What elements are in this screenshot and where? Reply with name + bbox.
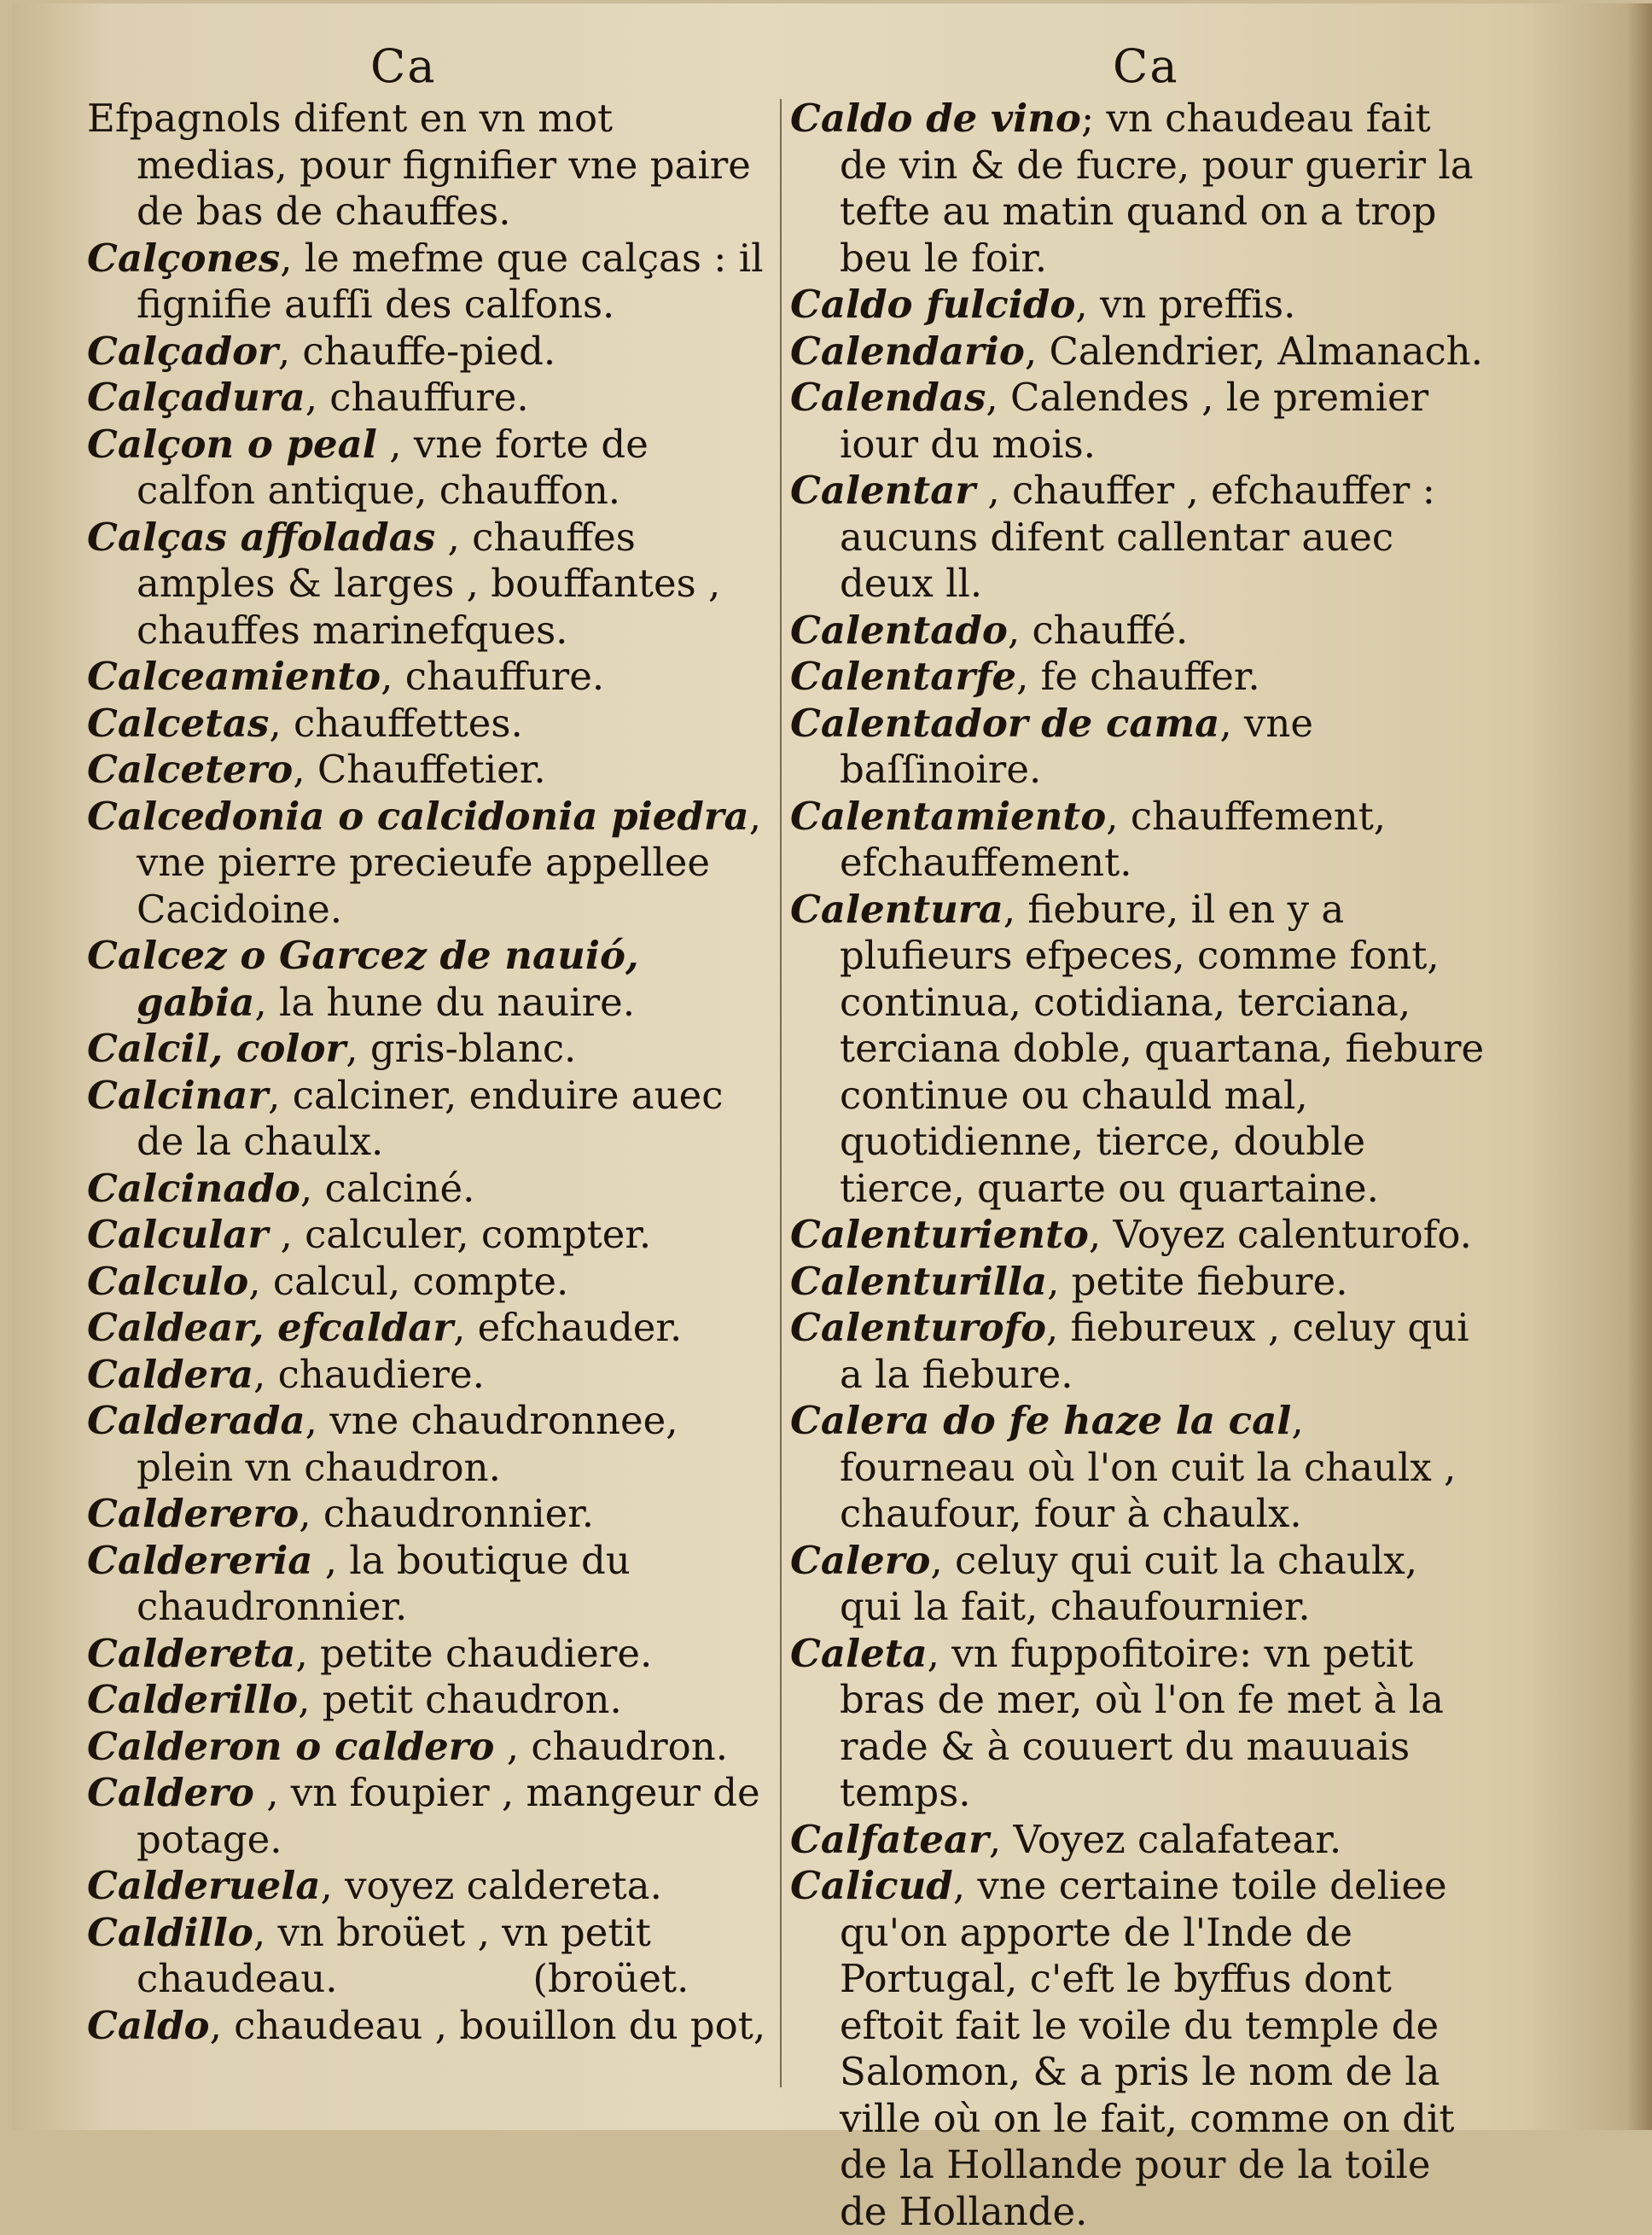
- entry-headword: Calceamiento: [87, 654, 381, 699]
- entry-definition: , chaudron.: [494, 1723, 729, 1769]
- dictionary-entry: [87, 1538, 770, 1631]
- entry-definition: , chaudronnier.: [299, 1491, 595, 1536]
- entry-definition: , vn broüet , vn petit chaudeau. (broüet.: [137, 1909, 689, 2001]
- right-column: [790, 96, 1497, 2235]
- entry-definition: , petite chaudiere.: [295, 1630, 653, 1676]
- entry-definition: , efchauder.: [453, 1305, 683, 1350]
- entry-headword: Calenturilla: [790, 1258, 1048, 1304]
- dictionary-entry: [87, 422, 770, 515]
- dictionary-entry: [87, 1770, 770, 1863]
- entry-headword: Calenturiento: [790, 1212, 1089, 1257]
- entry-headword: Calcez o Garcez de nauió, gabia: [87, 933, 653, 1025]
- entry-headword: Calicud: [790, 1863, 953, 1908]
- dictionary-entry: [87, 515, 770, 655]
- entry-headword: Calderada: [87, 1398, 305, 1443]
- entry-headword: Calderillo: [87, 1677, 299, 1722]
- entry-definition: , vn preffis.: [1075, 282, 1296, 327]
- dictionary-entry: [790, 1863, 1490, 2235]
- entry-definition: , chauffes amples & larges , bouffantes , chauffes marinefques.: [137, 514, 733, 653]
- entry-definition: , calculer, compter.: [268, 1212, 652, 1257]
- dictionary-entry: [87, 1398, 770, 1491]
- running-header-left: Ca: [370, 39, 437, 93]
- entry-definition: , vne certaine toile deliee qu'on apporte de l'Inde de Portugal, c'eft le byffus dont eftoit fait le voile du temple de Salomon, & a pris le nom de la ville où on le fait, comme on dit de la Hollande pour de la toile de Hollande.: [840, 1863, 1467, 2234]
- entry-definition: , gris-blanc.: [346, 1026, 577, 1071]
- dictionary-entry: [87, 1631, 770, 1678]
- dictionary-entry: [790, 608, 1490, 655]
- dictionary-entry: [87, 1305, 770, 1352]
- entry-definition: , vn foupier , mangeur de potage.: [137, 1770, 772, 1862]
- dictionary-entry: [790, 1538, 1490, 1631]
- entry-headword: Calcedonia o calcidonia piedra: [87, 793, 749, 839]
- dictionary-entry: [790, 282, 1490, 329]
- entry-headword: Calçones: [87, 235, 281, 281]
- entry-definition: , chaudiere.: [253, 1351, 485, 1397]
- entry-definition: , Chauffetier.: [293, 747, 546, 792]
- entry-headword: Caldear, efcaldar: [87, 1305, 454, 1350]
- entry-definition: , la boutique du chaudronnier.: [137, 1537, 643, 1629]
- entry-definition: , vne pierre precieufe appellee Cacidoine.: [137, 793, 774, 932]
- dictionary-entry: [790, 329, 1490, 375]
- entry-definition: , petit chaudron.: [298, 1677, 622, 1722]
- entry-headword: Caldo: [87, 2002, 210, 2048]
- dictionary-entry: [790, 1817, 1490, 1864]
- entry-definition: , chauffer , efchauffer : aucuns difent callentar auec deux ll.: [840, 468, 1448, 606]
- dictionary-entry: [87, 1724, 770, 1771]
- entry-definition: , chauffettes.: [269, 700, 523, 746]
- entry-headword: Calderon o caldero: [87, 1723, 495, 1769]
- column-divider: [780, 99, 782, 2087]
- entry-definition: , Calendes , le premier iour du mois.: [840, 375, 1441, 467]
- dictionary-entry: [790, 1212, 1490, 1259]
- dictionary-entry: [790, 1305, 1490, 1398]
- entry-definition: ; vn chaudeau fait de vin & de fucre, pour guerir la tefte au matin quand on a trop beu le foir.: [840, 96, 1486, 281]
- dictionary-entry: [790, 96, 1490, 282]
- dictionary-entry: [790, 654, 1490, 701]
- entry-headword: Calentador de cama: [790, 700, 1220, 746]
- entry-headword: Calcil, color: [87, 1026, 346, 1071]
- entry-definition: , vn fuppofitoire: vn petit bras de mer, où l'on fe met à la rade & à couuert du mauuais temps.: [840, 1630, 1457, 1815]
- dictionary-entry: [87, 1491, 770, 1538]
- dictionary-entry: [790, 794, 1490, 887]
- entry-definition: , calciner, enduire auec de la chaulx.: [137, 1072, 736, 1164]
- dictionary-entry: [87, 1073, 770, 1166]
- entry-definition: , chauffement, efchauffement.: [840, 793, 1399, 885]
- entry-definition: , Voyez calafatear.: [988, 1816, 1342, 1862]
- entry-definition: , chauffé.: [1007, 607, 1189, 653]
- dictionary-entry: [790, 468, 1490, 608]
- entry-headword: Caldereria: [87, 1537, 313, 1583]
- entry-headword: Calentura: [790, 886, 1003, 932]
- entry-headword: Calentar: [790, 468, 976, 513]
- dictionary-entry: [87, 2003, 770, 2050]
- entry-headword: Calcetero: [87, 747, 294, 792]
- entry-definition: , la hune du nauire.: [254, 979, 636, 1025]
- dictionary-entry: [87, 329, 770, 375]
- dictionary-entry: [87, 793, 774, 934]
- entry-headword: Calçadura: [87, 375, 305, 420]
- entry-headword: Calfatear: [790, 1816, 989, 1862]
- entry-definition: , vne baſſinoire.: [840, 700, 1326, 792]
- entry-headword: Calentamiento: [790, 793, 1107, 839]
- entry-headword: Calcular: [87, 1212, 269, 1257]
- entry-headword: Calendario: [790, 328, 1025, 374]
- entry-definition: , chauffure.: [381, 654, 605, 699]
- entry-headword: Calderuela: [87, 1863, 321, 1908]
- dictionary-entry: [87, 375, 770, 422]
- entry-headword: Calendas: [790, 375, 986, 420]
- entry-definition: , vne chaudronnee, plein vn chaudron.: [137, 1398, 690, 1490]
- dictionary-entry: [87, 1212, 770, 1259]
- entry-headword: Caldera: [87, 1351, 254, 1397]
- dictionary-entry: [87, 1352, 770, 1399]
- running-header-right: Ca: [1113, 39, 1179, 93]
- entry-headword: Calçon o peal: [87, 421, 377, 467]
- left-column: [87, 96, 776, 2049]
- entry-headword: Calculo: [87, 1258, 249, 1304]
- dictionary-entry: [87, 701, 770, 748]
- entry-headword: Calças affoladas: [87, 514, 436, 560]
- entry-headword: Caldillo: [87, 1909, 253, 1955]
- entry-definition: Efpagnols difent en vn mot medias, pour fignifier vne paire de bas de chauffes.: [87, 96, 764, 234]
- entry-headword: Caldo de vino: [790, 96, 1081, 141]
- dictionary-entry: [790, 886, 1497, 1213]
- dictionary-entry: [87, 933, 770, 1026]
- entry-headword: Calenturofo: [790, 1305, 1047, 1350]
- dictionary-entry: [790, 375, 1490, 468]
- dictionary-entry: [87, 1863, 770, 1910]
- dictionary-entry: [87, 1026, 770, 1073]
- entry-definition: , fiebure, il en y a plufieurs efpeces, comme font, continua, cotidiana, terciana, terciana doble, quartana, fiebure continue ou chauld mal, quotidienne, tierce, double tierce, quarte ou quartaine.: [840, 886, 1497, 1211]
- entry-headword: Caldereta: [87, 1630, 296, 1676]
- entry-definition: , fourneau où l'on cuit la chaulx , chaufour, four à chaulx.: [840, 1398, 1469, 1536]
- entry-definition: , fe chauffer.: [1016, 654, 1260, 699]
- dictionary-entry: [87, 1910, 770, 2003]
- entry-headword: Calçador: [87, 328, 278, 374]
- entry-definition: , calcul, compte.: [248, 1258, 569, 1304]
- dictionary-entry: [87, 1166, 770, 1213]
- book-page: [12, 3, 1652, 2234]
- entry-headword: Caleta: [790, 1630, 928, 1676]
- dictionary-entry: [87, 96, 770, 236]
- entry-headword: Calcinado: [87, 1165, 300, 1211]
- entry-definition: , chauffure.: [305, 375, 529, 420]
- dictionary-entry: [790, 701, 1490, 794]
- entry-definition: , Voyez calenturofo.: [1088, 1212, 1472, 1257]
- page-edge-shadow: [1626, 3, 1652, 2130]
- entry-definition: , chaudeau , bouillon du pot,: [209, 2002, 766, 2048]
- dictionary-entry: [790, 1398, 1490, 1538]
- dictionary-entry: [87, 235, 776, 329]
- dictionary-entry: [87, 1259, 770, 1306]
- entry-headword: Caldero: [87, 1770, 254, 1815]
- dictionary-entry: [790, 1259, 1490, 1306]
- entry-definition: , celuy qui cuit la chaulx, qui la fait, chaufournier.: [840, 1537, 1430, 1629]
- dictionary-entry: [87, 1677, 770, 1724]
- entry-definition: , Calendrier, Almanach.: [1024, 328, 1483, 374]
- entry-headword: Calderero: [87, 1491, 300, 1536]
- entry-headword: Caldo fulcido: [790, 282, 1076, 327]
- entry-headword: Calcetas: [87, 700, 270, 746]
- entry-definition: , vne forte de calfon antique, chauffon.: [137, 421, 661, 513]
- entry-definition: , le mefme que calças : il fignifie aufſi des calfons.: [137, 235, 776, 327]
- entry-definition: , petite fiebure.: [1047, 1258, 1348, 1304]
- entry-headword: Calentarfe: [790, 654, 1017, 699]
- entry-headword: Calcinar: [87, 1072, 269, 1118]
- entry-definition: , fiebureux , celuy qui a la fiebure.: [840, 1305, 1481, 1397]
- dictionary-entry: [87, 747, 770, 794]
- entry-headword: Calentado: [790, 607, 1008, 653]
- dictionary-entry: [790, 1631, 1490, 1817]
- entry-headword: Calero: [790, 1537, 931, 1583]
- entry-definition: , voyez caldereta.: [320, 1863, 662, 1908]
- entry-definition: , calciné.: [300, 1165, 475, 1211]
- entry-definition: , chauffe-pied.: [277, 328, 556, 374]
- entry-headword: Calera do fe haze la cal: [790, 1398, 1292, 1443]
- dictionary-entry: [87, 654, 770, 701]
